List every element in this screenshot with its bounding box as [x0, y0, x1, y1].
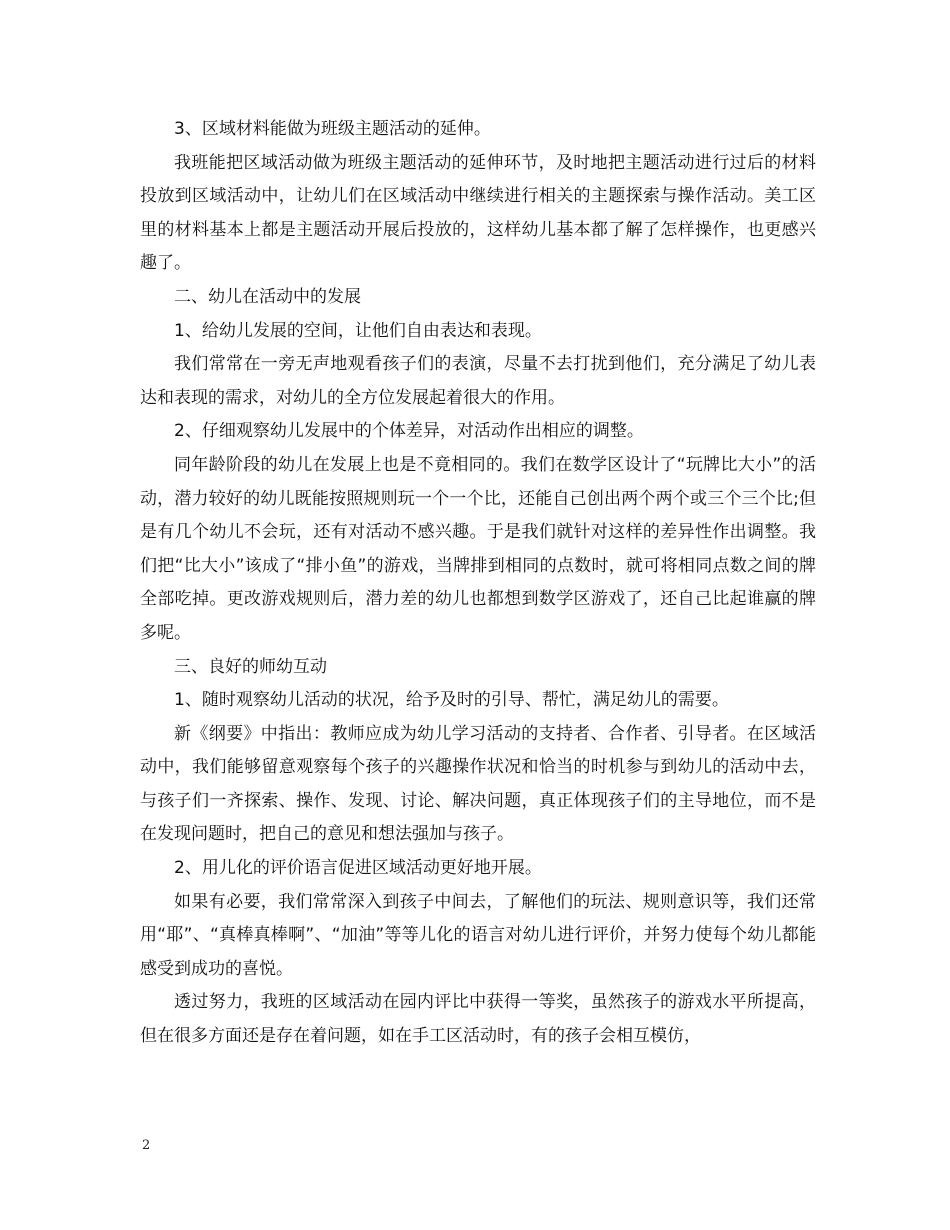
page-number: 2	[142, 1138, 151, 1153]
section-heading: 三、良好的师幼互动	[174, 656, 327, 677]
paragraph: 1、随时观察幼儿活动的状况，给予及时的引导、帮忙，满足幼儿的需要。	[174, 690, 729, 711]
paragraph: 同年龄阶段的幼儿在发展上也是不竟相同的。我们在数学区设计了“玩牌比大小”的活动，潜力较好的幼儿既能按照规则玩一个一个比，还能自己创出两个两个或三个三个比;但是有几个幼儿不会玩，还有对活动不感兴趣。于是我们就针对这样的差异性作出调整。我们把“比大小”该成了“排小鱼”的游戏，当牌排到相同的点数时，就可将相同点数之间的牌全部吃掉。更改游戏规则后，潜力差的幼儿也都想到数学区游戏了，还自己比起谁赢的牌多呢。	[140, 454, 816, 643]
paragraph: 2、仔细观察幼儿发展中的个体差异，对活动作出相应的调整。	[174, 421, 644, 442]
paragraph: 如果有必要，我们常常深入到孩子中间去，了解他们的玩法、规则意识等，我们还常用“耶”、“真棒真棒啊”、“加油”等等儿化的语言对幼儿进行评价，并努力使每个幼儿都能感受到成功的喜悦。	[140, 891, 816, 979]
paragraph: 1、给幼儿发展的空间，让他们自由表达和表现。	[174, 320, 542, 341]
paragraph: 新《纲要》中指出：教师应成为幼儿学习活动的支持者、合作者、引导者。在区域活动中，我们能够留意观察每个孩子的兴趣操作状况和恰当的时机参与到幼儿的活动中去，与孩子们一齐探索、操作、发现、讨论、解决问题，真正体现孩子们的主导地位，而不是在发现问题时，把自己的意见和想法强加与孩子。	[140, 723, 816, 845]
paragraph: 我班能把区域活动做为班级主题活动的延伸环节，及时地把主题活动进行过后的材料投放到区域活动中，让幼儿们在区域活动中继续进行相关的主题探索与操作活动。美工区里的材料基本上都是主题活动开展后投放的，这样幼儿基本都了解了怎样操作，也更感兴趣了。	[140, 152, 816, 274]
document-body	[140, 113, 816, 1054]
paragraph: 2、用儿化的评价语言促进区域活动更好地开展。	[174, 858, 542, 879]
section-heading: 二、幼儿在活动中的发展	[174, 286, 361, 307]
paragraph: 3、区域材料能做为班级主题活动的延伸。	[174, 119, 491, 139]
paragraph: 透过努力，我班的区域活动在园内评比中获得一等奖，虽然孩子的游戏水平所提高，但在很多方面还是存在着问题，如在手工区活动时，有的孩子会相互模仿，	[140, 992, 816, 1047]
paragraph: 我们常常在一旁无声地观看孩子们的表演，尽量不去打扰到他们，充分满足了幼儿表达和表现的需求，对幼儿的全方位发展起着很大的作用。	[140, 354, 816, 408]
